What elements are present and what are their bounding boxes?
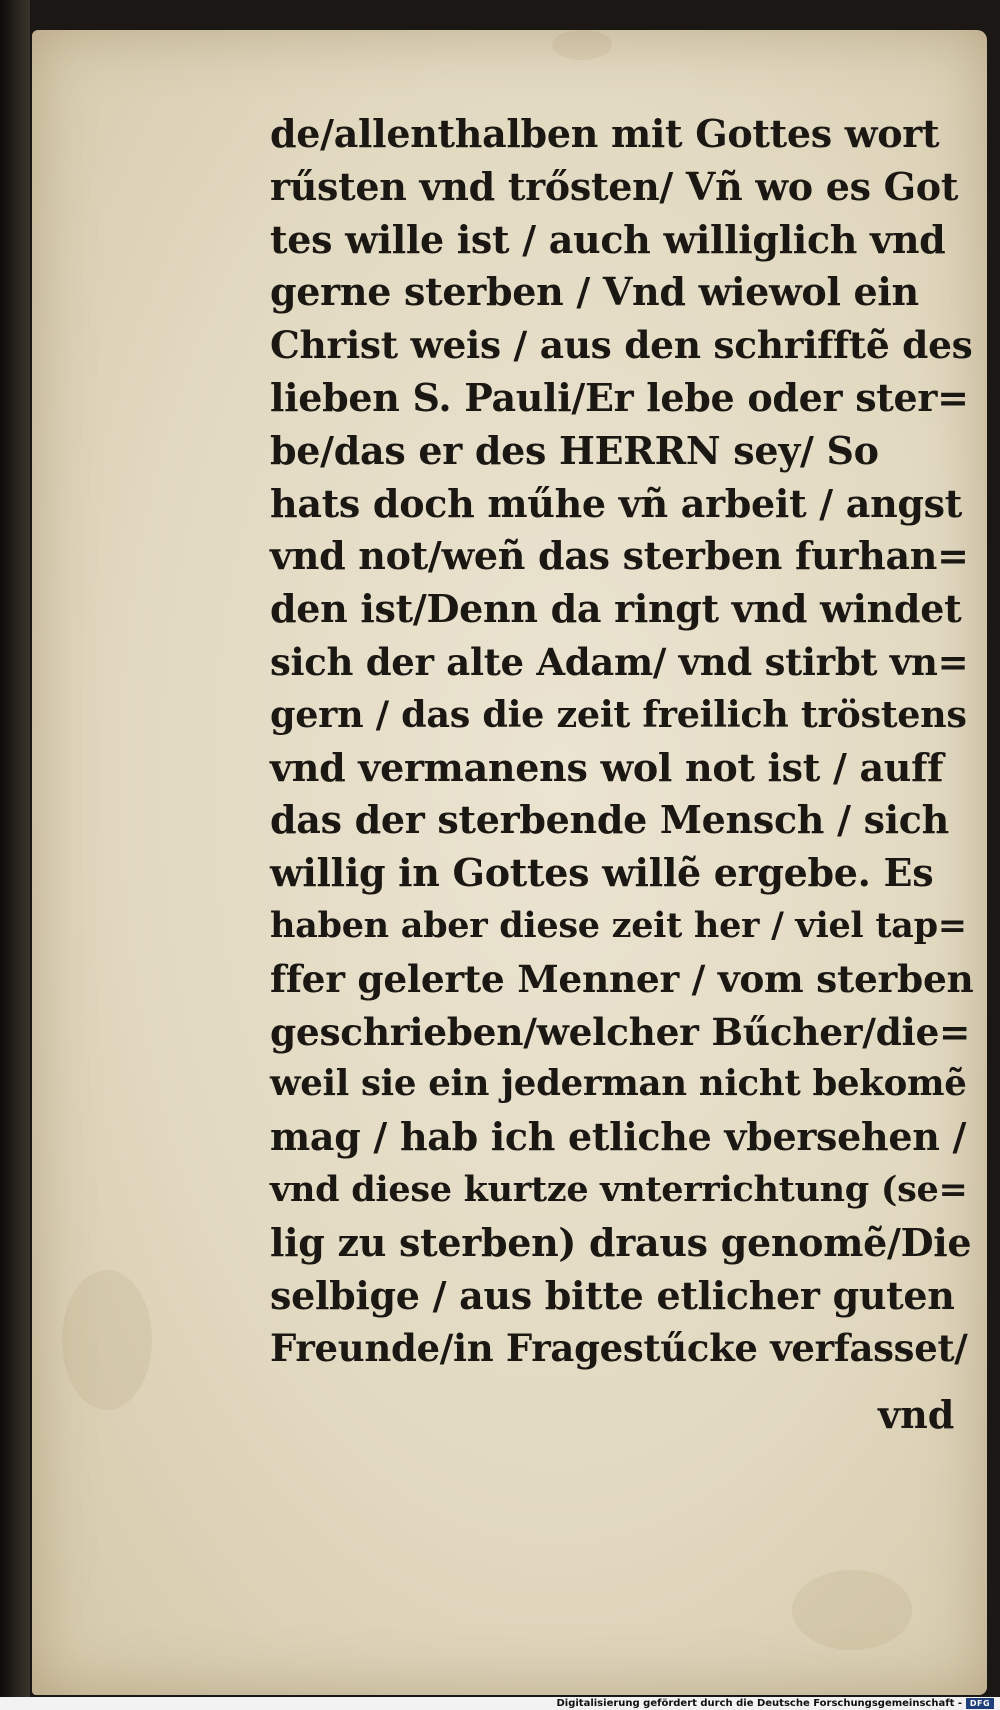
paper-stain [62,1270,152,1410]
text-line: weil sie ein jederman nicht bekomẽ [270,1063,967,1105]
paper-stain [792,1570,912,1650]
text-line: hats doch műhe vñ arbeit / angst [270,480,963,526]
text-line: das der sterbende Mensch / sich [270,797,949,843]
text-line: vnd not/weñ das sterben furhan= [270,533,969,579]
text-line: lig zu sterben) draus genomẽ/Die [270,1219,972,1265]
text-line: de/allenthalben mit Gottes wort [270,111,940,156]
text-line: den ist/Denn da ringt vnd windet [270,586,962,632]
text-line: vnd vermanens wol not ist / auff [270,744,944,790]
text-line: tes wille ist / auch williglich vnd [270,216,946,262]
text-line: willig in Gottes willẽ ergebe. Es [270,850,934,896]
text-line: Freunde/in Fragestűcke verfasset/ [270,1326,968,1371]
text-line: be/das er des HERRN sey/ So [270,427,879,473]
digitization-credit: Digitalisierung gefördert durch die Deutsche Forschungsgemeinschaft - [556,1698,962,1709]
text-line: mag / hab ich etliche vbersehen / [270,1114,967,1160]
text-line: gerne sterben / Vnd wiewol ein [270,269,919,315]
text-line: selbige / aus bitte etlicher guten [270,1272,955,1318]
text-line: gern / das die zeit freilich tröstens [270,692,967,736]
dfg-logo: DFG [966,1698,994,1709]
page-text [270,108,974,1375]
catchword: vnd [878,1392,955,1437]
text-line: haben aber diese zeit her / viel tap= [270,904,967,946]
text-line: geschrieben/welcher Bűcher/die= [270,1009,971,1054]
text-line: rűsten vnd trősten/ Vñ wo es Got [270,163,959,209]
text-line: vnd diese kurtze vnterrichtung (se= [270,1168,968,1210]
book-spine-edge [0,0,30,1700]
paper-stain [552,30,612,60]
text-line: ffer gelerte Menner / vom sterben [270,956,974,1001]
text-line: Christ weis / aus den schrifftẽ des [270,323,973,368]
text-line: lieben S. Pauli/Er lebe oder ster= [270,374,969,420]
text-line: sich der alte Adam/ vnd stirbt vn= [270,639,969,684]
